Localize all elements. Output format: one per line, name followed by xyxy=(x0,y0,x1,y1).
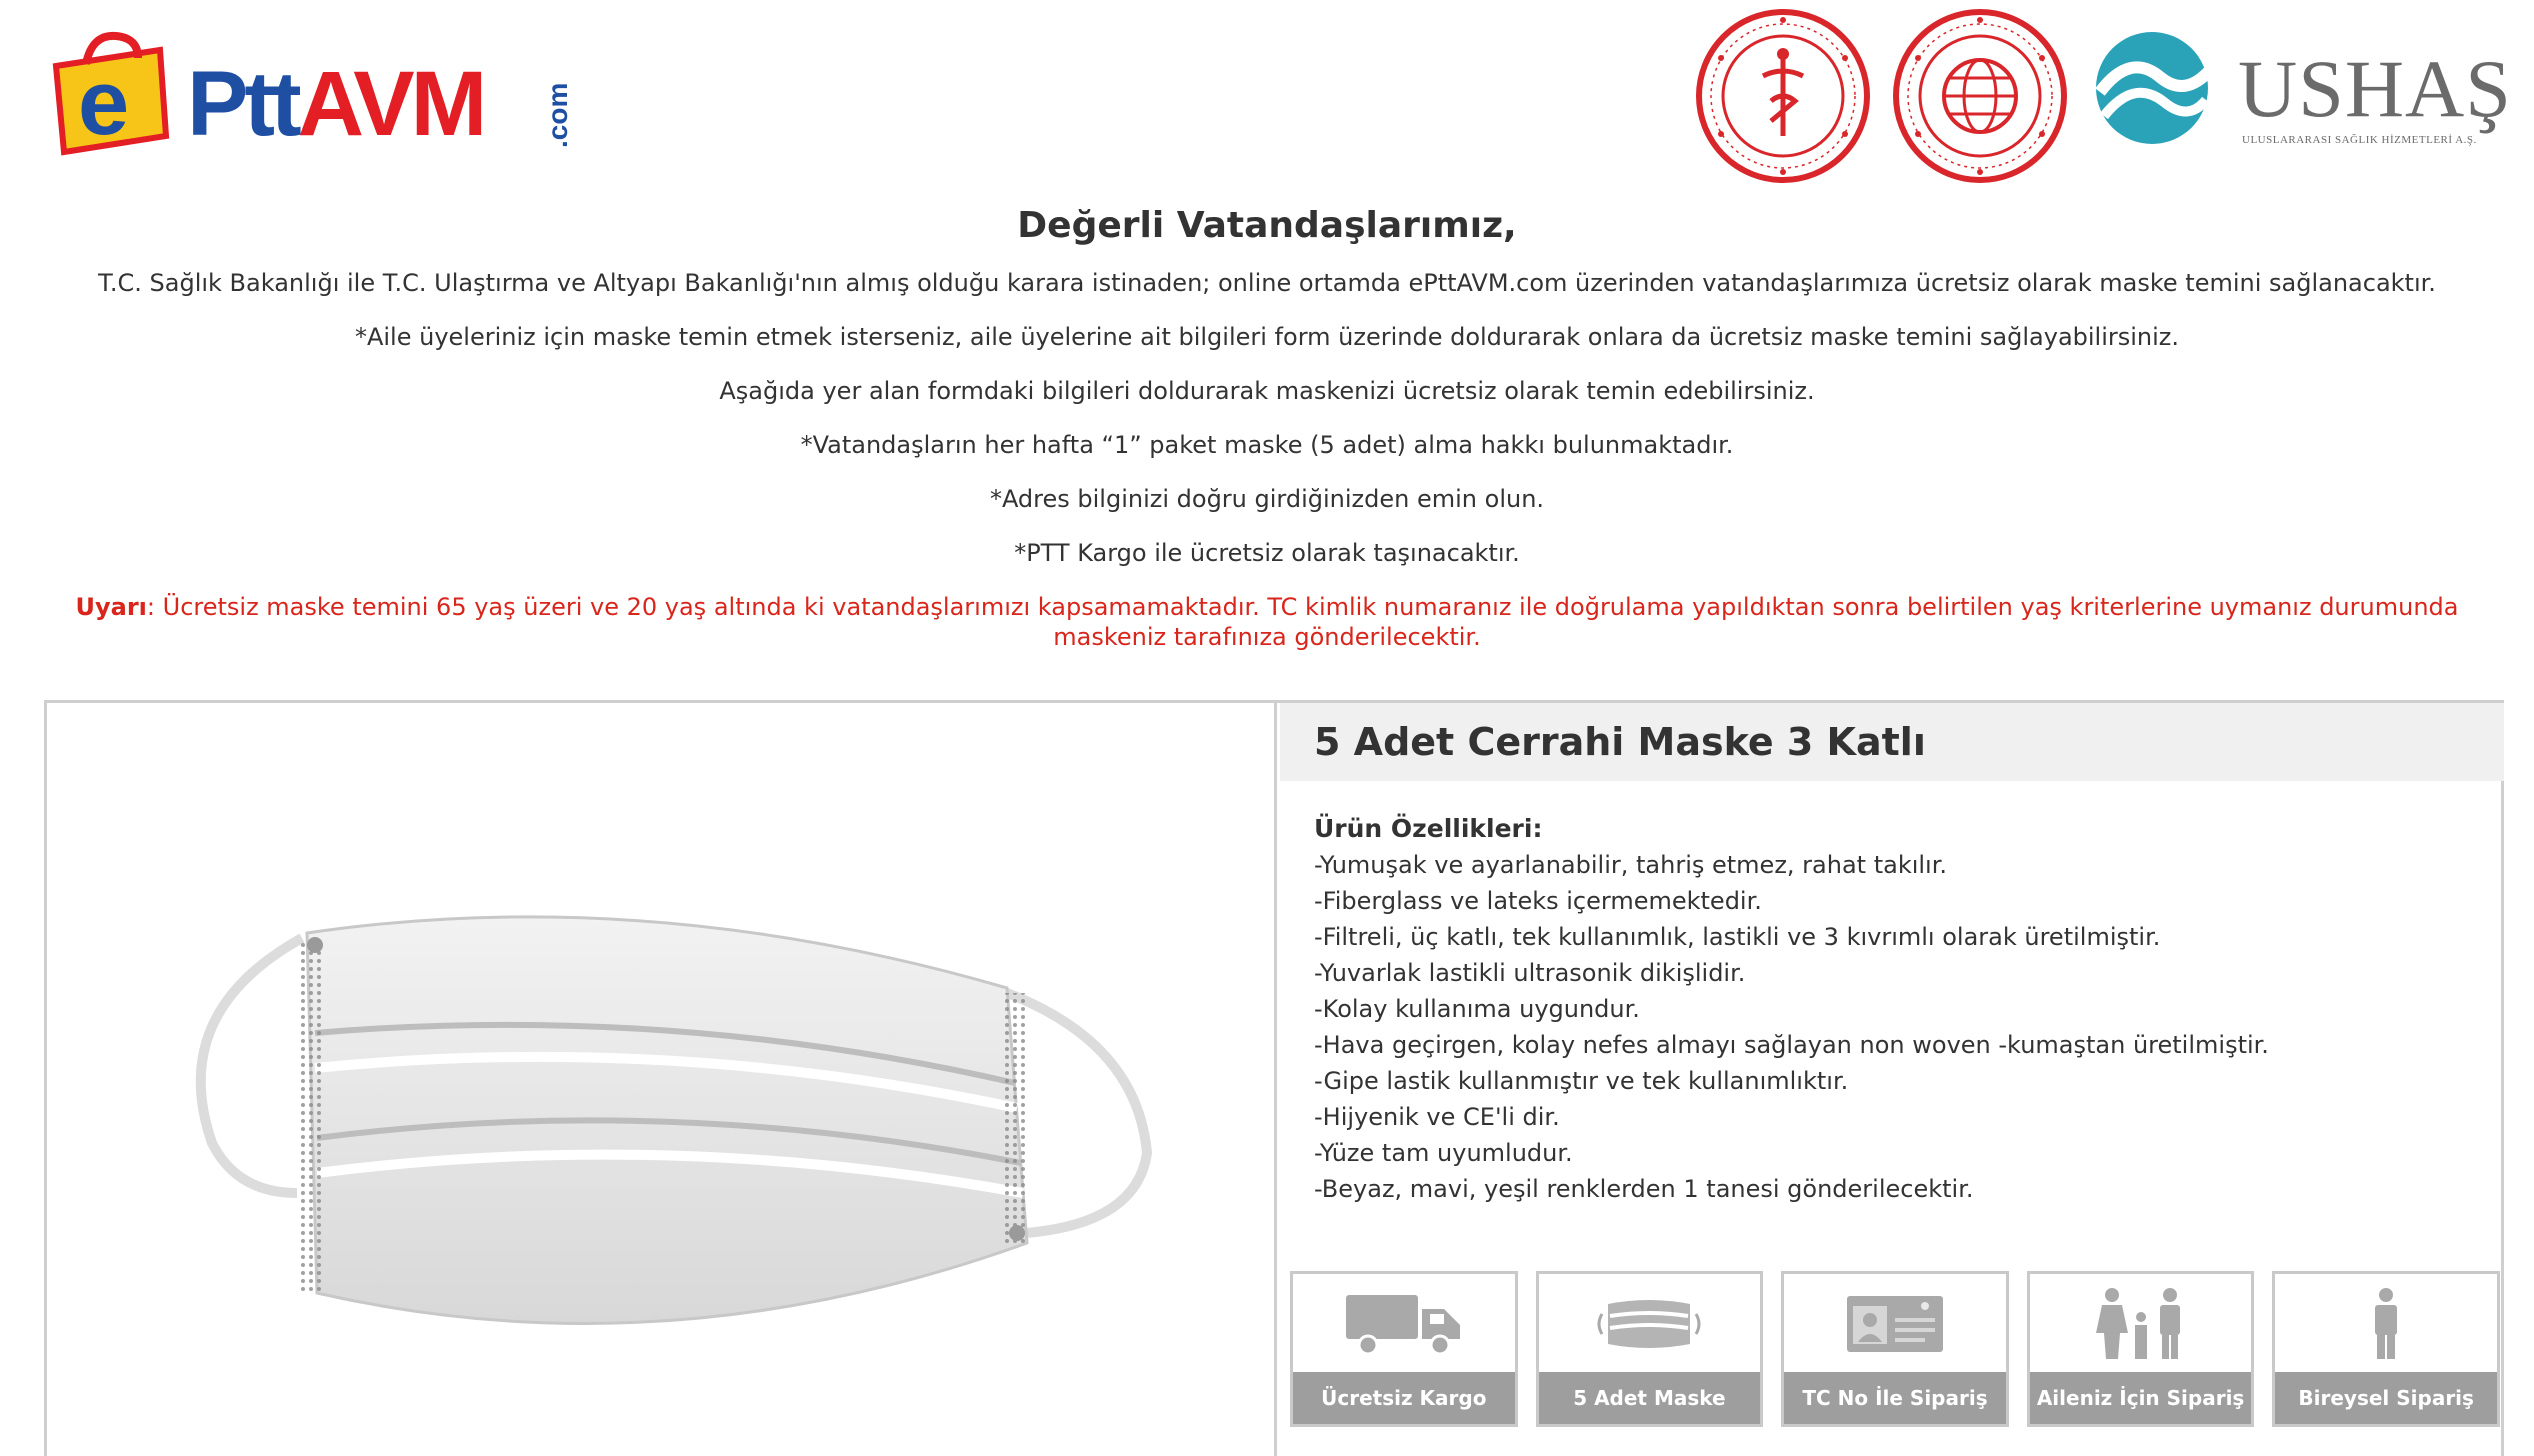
product-info xyxy=(1280,703,2504,1456)
spec-item: -Yuvarlak lastikli ultrasonik dikişlidir. xyxy=(1314,959,1746,987)
feature-tc-order xyxy=(1781,1271,2009,1427)
feature-badges xyxy=(1290,1271,2500,1429)
specs-heading: Ürün Özellikleri: xyxy=(1314,814,1543,843)
specs-list xyxy=(1314,847,2470,1207)
id-card-icon xyxy=(1845,1294,1945,1354)
family-icon xyxy=(2096,1287,2186,1361)
intro-paragraph: Aşağıda yer alan formdaki bilgileri doldurarak maskenizi ücretsiz olarak temin edebilirsiniz. xyxy=(719,377,1815,405)
logo-avm: AVM xyxy=(297,53,484,155)
warning-label: Uyarı xyxy=(75,593,147,621)
health-ministry-seal-icon xyxy=(1693,6,1873,186)
feature-five-masks xyxy=(1536,1271,1764,1427)
feature-label: Bireysel Sipariş xyxy=(2275,1372,2497,1424)
feature-label: Ücretsiz Kargo xyxy=(1293,1372,1515,1424)
page-title: Değerli Vatandaşlarımız, xyxy=(1017,205,1517,246)
spec-item: -Filtreli, üç katlı, tek kullanımlık, lastikli ve 3 kıvrımlı olarak üretilmiştir. xyxy=(1314,923,2161,951)
logo-com: .com xyxy=(542,82,573,148)
product-card xyxy=(44,700,2504,1456)
logo-ptt: Ptt xyxy=(187,53,298,155)
mask-icon xyxy=(1594,1294,1704,1354)
intro-paragraph: T.C. Sağlık Bakanlığı ile T.C. Ulaştırma ve Altyapı Bakanlığı'nın almış olduğu karara istinaden; online ortamda ePttAVM.com üzerinden vatandaşlarımıza ücretsiz olarak maske temini sağlanacaktır. xyxy=(98,269,2436,297)
intro-paragraph: *Aile üyeleriniz için maske temin etmek isterseniz, aile üyelerine ait bilgileri form üzerinde doldurarak onlara da ücretsiz maske temini sağlayabilirsiniz. xyxy=(354,323,2180,351)
ushas-subtitle: ULUSLARARASI SAĞLIK HİZMETLERİ A.Ş. xyxy=(2242,134,2477,146)
spec-item: -Kolay kullanıma uygundur. xyxy=(1314,995,1640,1023)
product-image-area xyxy=(47,703,1277,1456)
spec-item: -Yumuşak ve ayarlanabilir, tahriş etmez, rahat takılır. xyxy=(1314,851,1948,879)
surgical-mask-image xyxy=(147,893,1187,1413)
warning-body: : Ücretsiz maske temini 65 yaş üzeri ve 20 yaş altında ki vatandaşlarımızı kapsamamaktadır. TC kimlik numaranız ile doğrulama yapıldıktan sonra belirtilen yaş kriterlerine uymanız durumunda maskeniz tarafınıza gönderilecektir. xyxy=(146,593,2459,651)
feature-individual-order xyxy=(2272,1271,2500,1427)
transport-ministry-seal-icon xyxy=(1890,6,2070,186)
ushas-wave-icon xyxy=(2090,22,2220,152)
spec-item: -Fiberglass ve lateks içermemektedir. xyxy=(1314,887,1762,915)
product-title: 5 Adet Cerrahi Maske 3 Katlı xyxy=(1314,720,1926,764)
spec-item: -Beyaz, mavi, yeşil renklerden 1 tanesi gönderilecektir. xyxy=(1314,1175,1974,1203)
warning-text xyxy=(60,592,2474,652)
shopping-bag-logo-icon xyxy=(42,28,182,158)
spec-item: -Yüze tam uyumludur. xyxy=(1314,1139,1573,1167)
ushas-name: USHAŞ xyxy=(2238,43,2512,134)
intro-section xyxy=(60,205,2474,676)
logo-e: e xyxy=(78,52,130,154)
page-header xyxy=(0,0,2534,190)
ushas-logo xyxy=(2090,22,2510,162)
product-title-bar xyxy=(1280,703,2504,781)
epttavm-logo[interactable] xyxy=(42,28,573,158)
spec-item: -Hijyenik ve CE'li dir. xyxy=(1314,1103,1560,1131)
feature-free-shipping xyxy=(1290,1271,1518,1427)
spec-item: -Gipe lastik kullanmıştır ve tek kullanımlıktır. xyxy=(1314,1067,1849,1095)
intro-paragraph: *PTT Kargo ile ücretsiz olarak taşınacaktır. xyxy=(1014,539,1520,567)
feature-label: TC No İle Sipariş xyxy=(1784,1372,2006,1424)
product-specs xyxy=(1280,781,2504,1207)
spec-item: -Hava geçirgen, kolay nefes almayı sağlayan non woven -kumaştan üretilmiştir. xyxy=(1314,1031,2269,1059)
intro-paragraph: *Adres bilginizi doğru girdiğinizden emin olun. xyxy=(989,485,1545,513)
feature-label: Aileniz İçin Sipariş xyxy=(2030,1372,2252,1424)
feature-family-order xyxy=(2027,1271,2255,1427)
intro-paragraph: *Vatandaşların her hafta “1” paket maske (5 adet) alma hakkı bulunmaktadır. xyxy=(800,431,1734,459)
feature-label: 5 Adet Maske xyxy=(1539,1372,1761,1424)
person-icon xyxy=(2366,1287,2406,1361)
logo-wordmark xyxy=(187,53,484,155)
truck-icon xyxy=(1344,1289,1464,1359)
